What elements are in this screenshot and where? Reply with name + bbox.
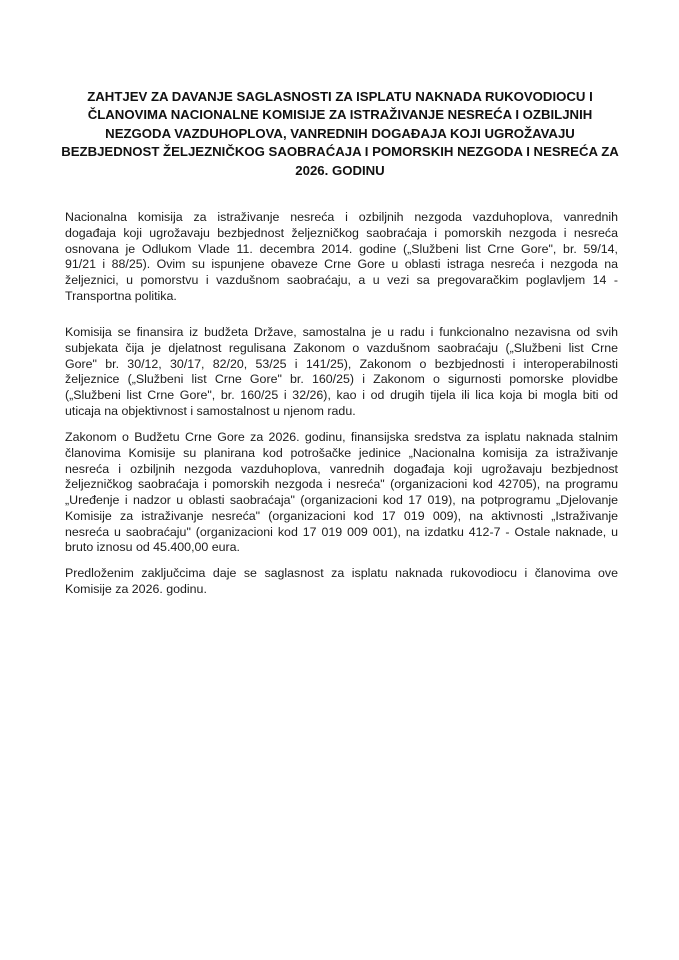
title-line: ZAHTJEV ZA DAVANJE SAGLASNOSTI ZA ISPLATU NAKNADA RUKOVODIOCU I	[87, 89, 593, 104]
paragraph-commission-financing	[65, 325, 618, 420]
title-line: NEZGODA VAZDUHOPLOVA, VANREDNIH DOGAĐAJA KOJI UGROŽAVAJU	[105, 125, 575, 141]
paragraph-conclusion	[65, 566, 618, 598]
text-line: događaja koji ugrožavaju bezbjednost željezničkog saobraćaja i pomorskih nezgoda i nesreća	[65, 225, 618, 240]
text-line: 91/21 i 88/25). Ovim su ispunjene obaveze Crne Gore u oblasti istraga nesreća i nezgoda na	[65, 257, 618, 272]
text-line: Komisije za istraživanje nesreća" (organizacioni kod 17 019 009), na aktivnosti „Istraživanje	[65, 508, 618, 523]
paragraph-commission-establishment	[65, 210, 618, 305]
text-line: Predloženim zaključcima daje se saglasnost za isplatu naknada rukovodiocu i članovima ove	[65, 566, 618, 580]
title-line: ČLANOVIMA NACIONALNE KOMISIJE ZA ISTRAŽIVANJE NESREĆA I OZBILJNIH	[87, 107, 593, 123]
title-line: BEZBJEDNOST ŽELJEZNIČKOG SAOBRAĆAJA I POMORSKIH NEZGODA I NESREĆA ZA	[61, 144, 619, 160]
text-line: „Uređenje i nadzor u oblasti saobraćaja" (organizacioni kod 17 019), na potprogramu „Djelovanje	[65, 493, 618, 507]
text-line: željeznice („Službeni list Crne Gore" br. 160/25) i Zakonom o sigurnosti pomorske plovidbe	[65, 372, 618, 387]
title-line: 2026. GODINU	[295, 162, 385, 178]
text-line: Nacionalna komisija za istraživanje nesreća i ozbiljnih nezgoda vazduhoplova, vanrednih	[65, 210, 618, 224]
text-line: željezničkog saobraćaja i pomorskih nezgoda i nesreća" (organizacioni kod 42705), na programu	[65, 477, 618, 492]
text-line: Gore" br. 30/12, 30/17, 82/20, 53/25 i 141/25), Zakonom o bezbjednosti i interoperabilnosti	[65, 356, 618, 371]
text-line: željeznici, u pomorstvu i vazdušnom saobraćaju, a u vezi sa pregovaračkim poglavljem 14 -	[65, 273, 618, 287]
text-line: bruto iznosu od 45.400,00 eura.	[65, 540, 240, 555]
text-line: Zakonom o Budžetu Crne Gore za 2026. godinu, finansijska sredstva za isplatu naknada stalnim	[65, 430, 618, 444]
text-line: članovima Komisije su planirana kod potrošačke jedinice „Nacionalna komisija za istraživanje	[65, 445, 618, 460]
text-line: osnovana je Odlukom Vlade 11. decembra 2014. godine („Službeni list Crne Gore", br. 59/14,	[65, 241, 618, 256]
text-line: uticaja na objektivnost i samostalnost u njenom radu.	[65, 403, 356, 418]
paragraph-budget-allocation	[65, 430, 618, 556]
text-line: Transportna politika.	[65, 288, 177, 303]
text-line: Komisije za 2026. godinu.	[65, 581, 207, 596]
text-line: („Službeni list Crne Gore", br. 160/25 i 32/26), kao i od drugih tijela ili lica koja bi mogla biti od	[65, 388, 618, 402]
document-title	[60, 88, 620, 180]
text-line: Komisija se finansira iz budžeta Države, samostalna je u radu i funkcionalno nezavisna od svih	[65, 325, 618, 339]
text-line: nesreća u saobraćaju" (organizacioni kod 17 019 009 001), na izdatku 412-7 - Ostale naknade, u	[65, 524, 618, 539]
text-line: subjekata čija je djelatnost regulisana Zakonom o vazdušnom saobraćaju („Službeni list Crne	[65, 340, 618, 355]
text-line: nesreća i ozbiljnih nezgoda vazduhoplova, vanrednih događaja koji ugrožavaju bezbjednost	[65, 461, 618, 476]
